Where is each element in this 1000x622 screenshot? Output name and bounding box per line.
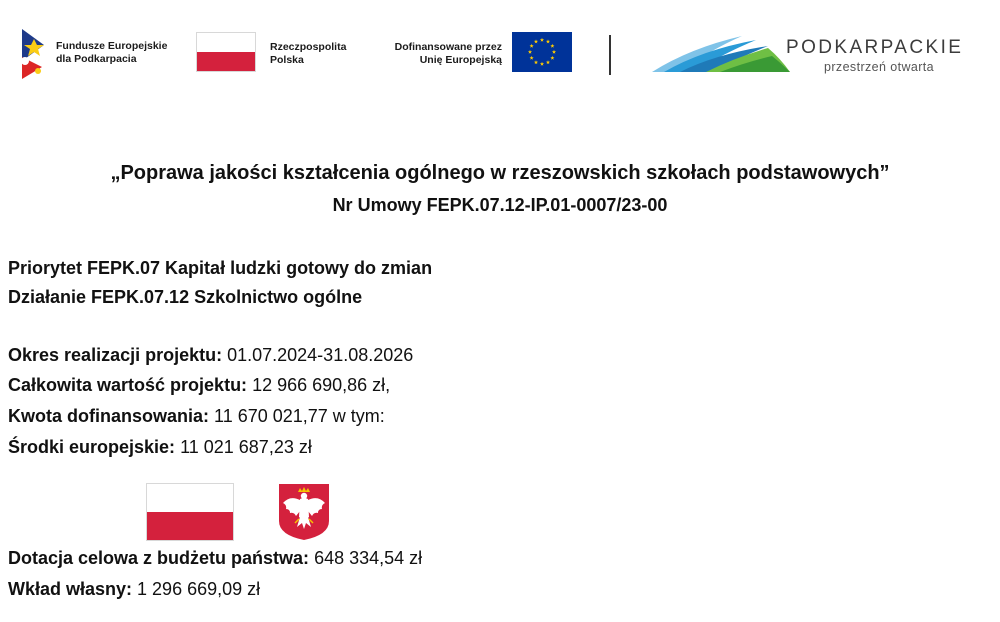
own-contribution-line: Wkład własny: 1 296 669,09 zł	[8, 579, 261, 599]
eu-flag-icon	[512, 32, 572, 72]
poland-flag-icon	[146, 483, 234, 541]
detail-total-value: Całkowita wartość projektu: 12 966 690,86 zł,	[8, 375, 391, 395]
action-line: Działanie FEPK.07.12 Szkolnictwo ogólne	[8, 287, 363, 307]
fundusze-europejskie-logo	[18, 27, 178, 81]
detail-period: Okres realizacji projektu: 01.07.2024-31.08.2026	[8, 345, 414, 365]
logo-bar	[0, 0, 1000, 100]
eu-funding-logo	[386, 32, 572, 76]
contract-number: Nr Umowy FEPK.07.12-IP.01-0007/23-00	[332, 195, 668, 215]
state-budget-line: Dotacja celowa z budżetu państwa: 648 334,54 zł	[8, 548, 423, 568]
podkarpackie-tagline: przestrzeń otwarta	[824, 60, 935, 74]
fe-stars-icon	[18, 27, 50, 81]
podkarpackie-name: PODKARPACKIE	[786, 37, 964, 58]
rp-logo-text: Rzeczpospolita Polska	[270, 41, 347, 66]
eu-logo-text: Dofinansowane przez Unię Europejską	[394, 41, 502, 66]
priority-line: Priorytet FEPK.07 Kapitał ludzki gotowy do zmian	[8, 258, 433, 278]
podkarpackie-logo	[650, 28, 995, 78]
poland-flag-icon	[196, 32, 256, 72]
fe-logo-text: Fundusze Europejskie dla Podkarpacia	[56, 40, 168, 65]
detail-eu-funds: Środki europejskie: 11 021 687,23 zł	[8, 437, 312, 457]
polish-eagle-emblem-icon	[278, 483, 330, 541]
rzeczpospolita-logo	[196, 32, 361, 76]
logo-divider	[609, 35, 611, 75]
project-title: „Poprawa jakości kształcenia ogólnego w rzeszowskich szkołach podstawowych”	[110, 162, 890, 184]
podkarpackie-hills-icon	[650, 28, 790, 78]
detail-cofinancing: Kwota dofinansowania: 11 670 021,77 w tym:	[8, 406, 385, 426]
